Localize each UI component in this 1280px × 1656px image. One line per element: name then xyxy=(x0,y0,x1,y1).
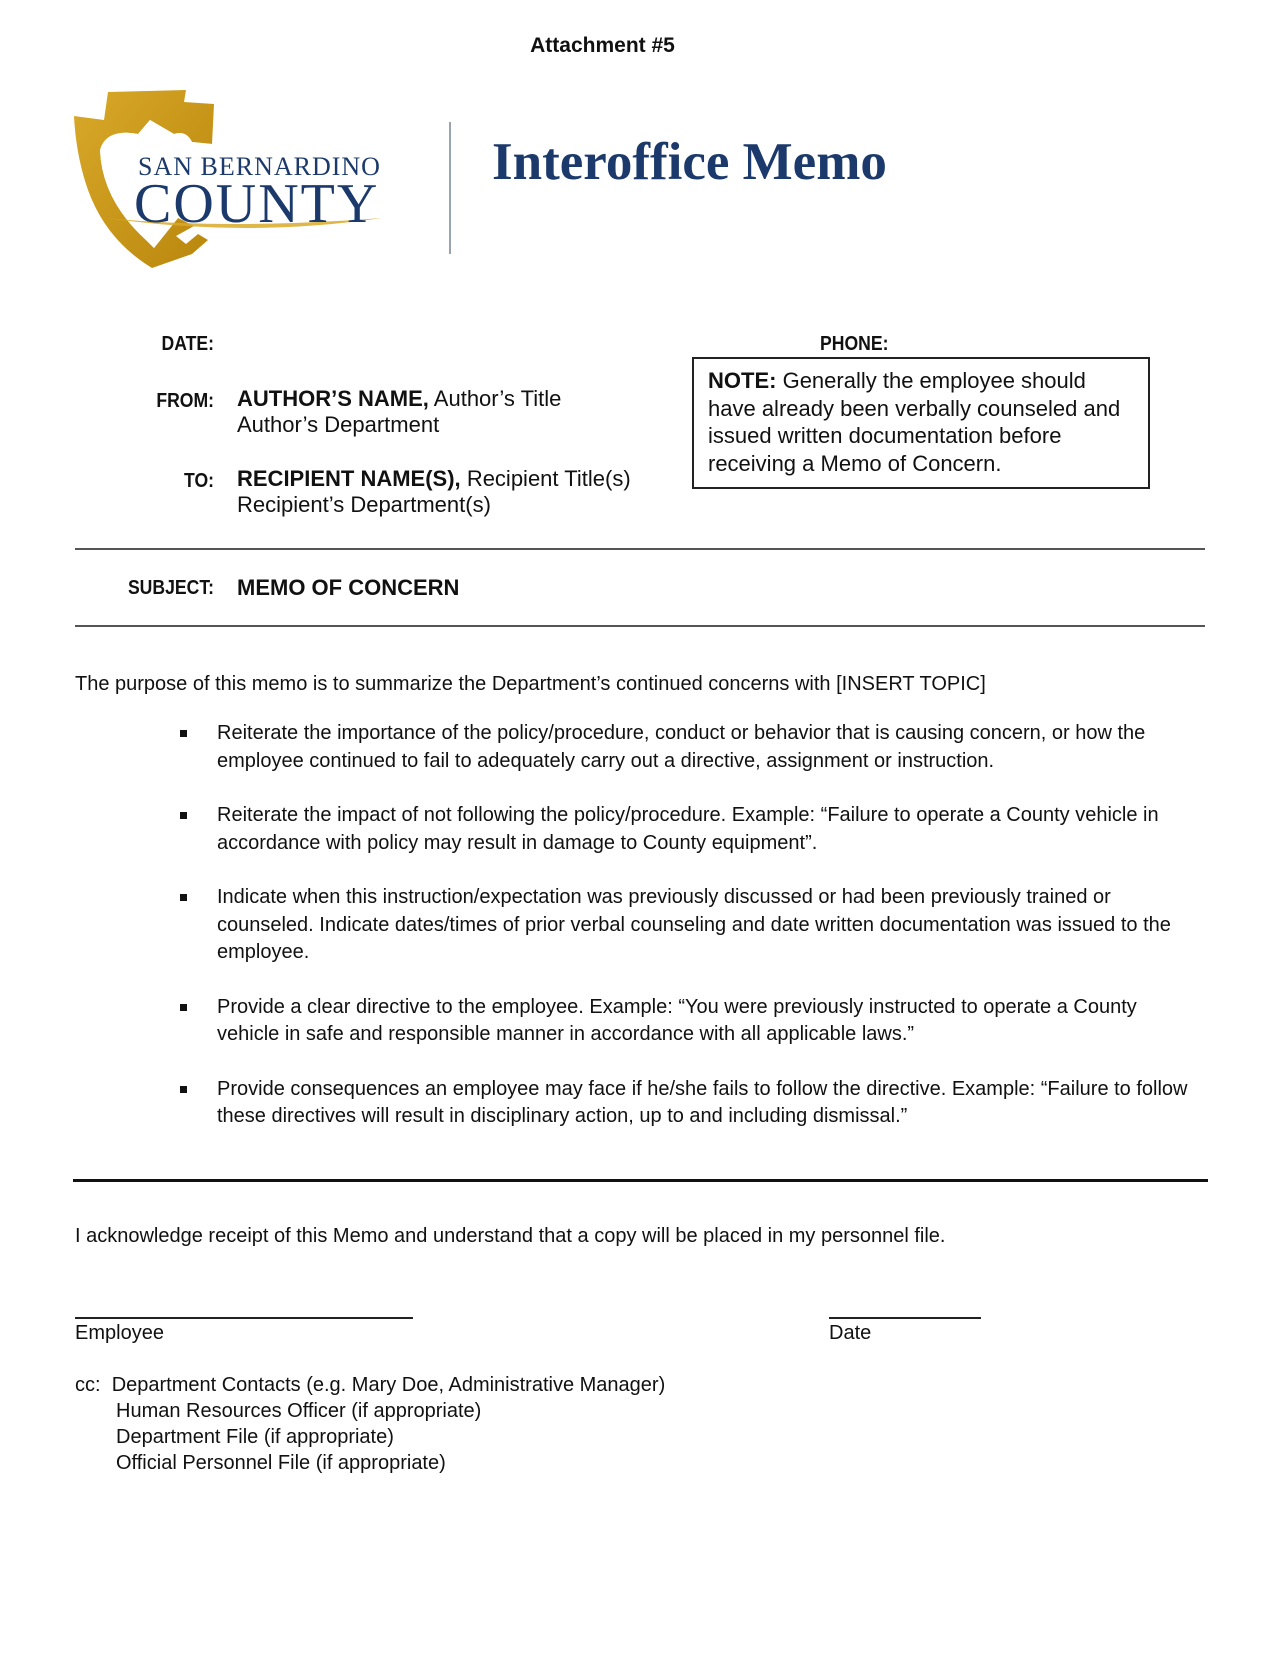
author-title: Author’s Title xyxy=(433,386,562,411)
divider-top xyxy=(75,548,1205,550)
bullet-square-icon xyxy=(180,1086,187,1093)
bullet-square-icon xyxy=(180,812,187,819)
from-field xyxy=(237,386,561,438)
divider-bottom xyxy=(75,625,1205,627)
cc-item: Human Resources Officer (if appropriate) xyxy=(116,1400,482,1422)
list-item: Reiterate the importance of the policy/procedure, conduct or behavior that is causing concern, or how the employee continued to fail to adequately carry out a directive, assignment or instruction. xyxy=(180,720,1200,775)
cc-list xyxy=(75,1372,665,1476)
attachment-label: Attachment #5 xyxy=(530,34,675,57)
date-signature-line[interactable] xyxy=(829,1317,981,1319)
cc-prefix: cc: xyxy=(75,1374,101,1396)
signature-date-label: Date xyxy=(829,1322,872,1344)
logo-text-line2: COUNTY xyxy=(134,173,380,235)
employee-signature-line[interactable] xyxy=(75,1317,413,1319)
list-item: Provide consequences an employee may face if he/she fails to follow the directive. Example: “Failure to follow these directives will result in disciplinary action, up to and including dismissal.” xyxy=(180,1076,1200,1131)
list-item: Reiterate the impact of not following the policy/procedure. Example: “Failure to operate a County vehicle in accordance with policy may result in damage to County equipment”. xyxy=(180,802,1200,857)
note-text: Generally the employee should have already been verbally counseled and issued written documentation before receiving a Memo of Concern. xyxy=(708,368,1121,476)
bullet-square-icon xyxy=(180,894,187,901)
author-name: AUTHOR’S NAME, xyxy=(237,386,429,411)
cc-item: Department File (if appropriate) xyxy=(116,1426,394,1448)
subject-value: MEMO OF CONCERN xyxy=(237,575,460,600)
author-department: Author’s Department xyxy=(237,412,440,437)
memo-title: Interoffice Memo xyxy=(492,133,887,191)
subject-label: SUBJECT: xyxy=(127,577,214,599)
bullet-square-icon xyxy=(180,730,187,737)
cc-item: Department Contacts (e.g. Mary Doe, Administrative Manager) xyxy=(111,1374,666,1396)
recipient-title: Recipient Title(s) xyxy=(466,466,631,491)
list-item: Provide a clear directive to the employee. Example: “You were previously instructed to operate a County vehicle in safe and responsible manner in accordance with all applicable laws.” xyxy=(180,994,1200,1049)
bullet-list xyxy=(180,720,1200,1158)
employee-label: Employee xyxy=(75,1322,164,1344)
to-field xyxy=(237,466,631,518)
logo-text-line1: SAN BERNARDINO xyxy=(138,152,381,181)
section-divider xyxy=(73,1179,1208,1182)
acknowledgment-text: I acknowledge receipt of this Memo and understand that a copy will be placed in my personnel file. xyxy=(75,1225,946,1247)
note-label: NOTE: xyxy=(708,368,777,393)
from-label: FROM: xyxy=(156,390,214,412)
bullet-square-icon xyxy=(180,1004,187,1011)
date-label: DATE: xyxy=(161,333,214,355)
recipient-name: RECIPIENT NAME(S), xyxy=(237,466,461,491)
recipient-department: Recipient’s Department(s) xyxy=(237,492,491,517)
list-item: Indicate when this instruction/expectation was previously discussed or had been previously trained or counseled. Indicate dates/times of prior verbal counseling and date written documentation was issued to the employee. xyxy=(180,884,1200,967)
cc-item: Official Personnel File (if appropriate) xyxy=(116,1452,446,1474)
to-label: TO: xyxy=(184,470,214,492)
header-divider xyxy=(449,122,451,254)
intro-paragraph: The purpose of this memo is to summarize the Department’s continued concerns with [INSERT TOPIC] xyxy=(75,673,986,695)
note-box xyxy=(692,357,1150,489)
phone-label: PHONE: xyxy=(820,333,889,355)
